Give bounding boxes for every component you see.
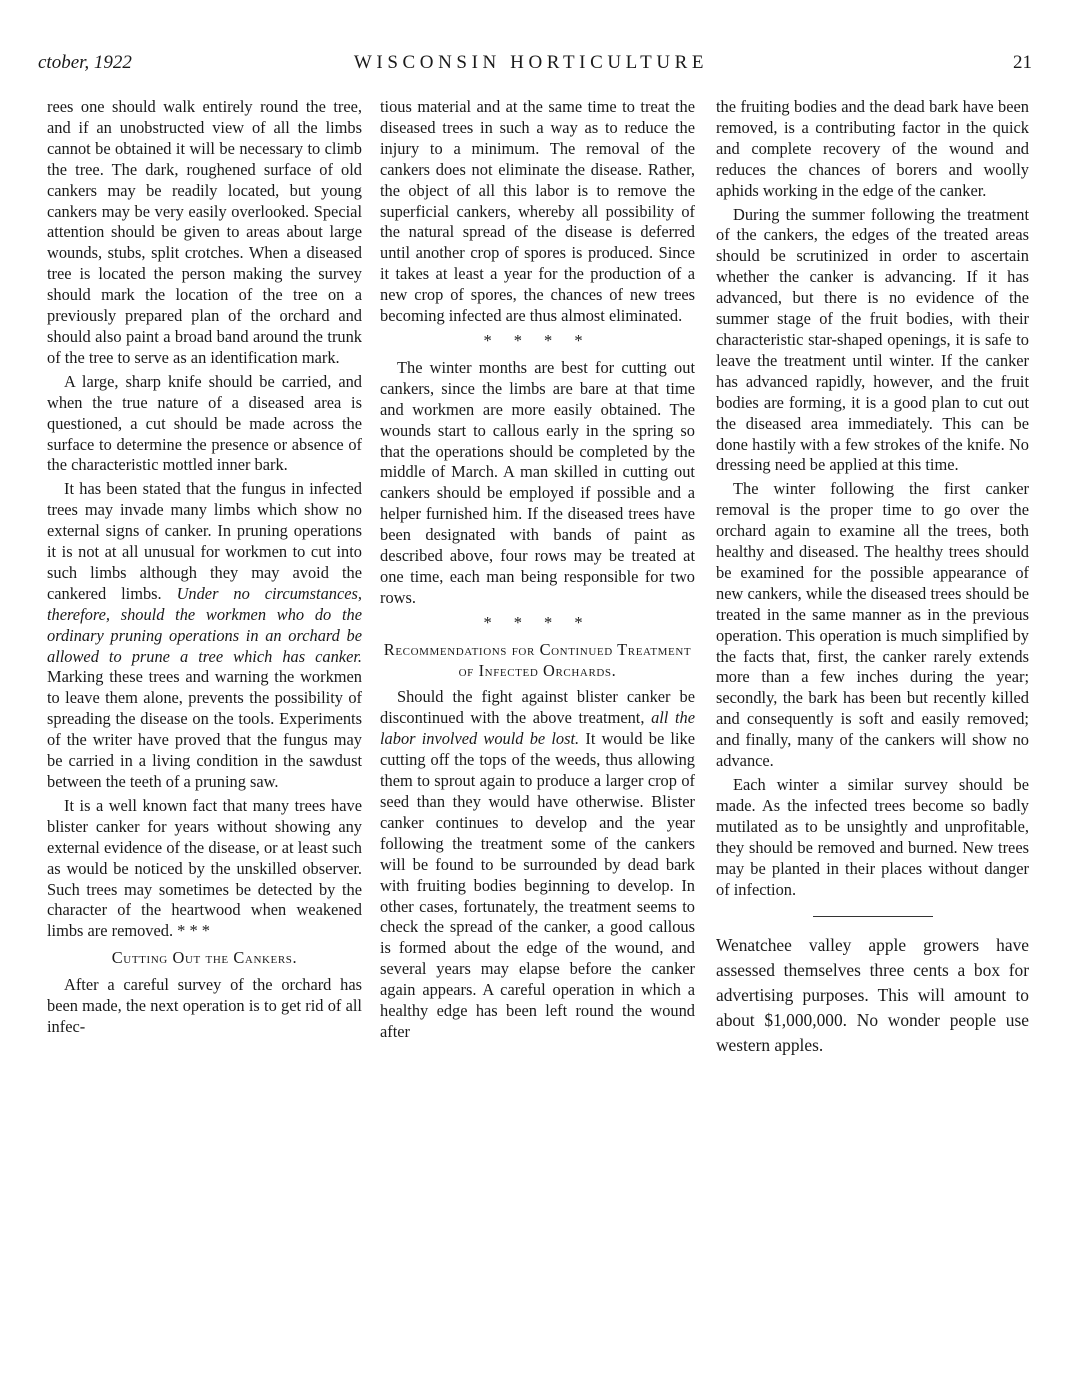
paragraph-text: It would be like cutting off the tops of the weeds, thus allowing them to sprout again to produce a larger crop of seed than they would have otherwise. Blister canker continues to develop and the year following the treatment some of the cankers will be found to be surrounded by dead bark with fruiting bodies beginning to develop. In other cases, fortunately, the treatment seems to check the spread of the canker, a good callous is formed about the edge of the wound, and several years may elapse before the canker again appears. A careful operation in which a healthy edge has been left round the wound after xyxy=(380,729,695,1041)
emphasized-text: all the labor involved would be lost. xyxy=(380,708,695,749)
page-number: 21 xyxy=(1013,52,1032,73)
paragraph: Each winter a similar survey should be made. As the infected trees become so badly mutilated as to be unsightly and unprofitable, they should be removed and burned. New trees may be planted in their places without danger of infection. xyxy=(716,775,1029,899)
section-separator: * * * * xyxy=(483,330,592,350)
issue-date: ctober, 1922 xyxy=(38,52,132,73)
column-3 xyxy=(716,97,1029,1061)
paragraph: The winter following the first canker removal is the proper time to go over the orchard again to examine all the trees, both healthy and diseased. The healthy trees should be examined for the possible appearance of new cankers, while the diseased trees should be treated in the same manner as in the previous operation. This operation is much simplified by the facts that, first, the canker rarely extends more than a few inches during the year; secondly, the bark has been but recently killed and consequently is soft and easily removed; and finally, many of the cankers will show no advance. xyxy=(716,479,1029,771)
paragraph: tious material and at the same time to treat the diseased trees in such a way as to reduce the injury to a minimum. The removal of the cankers does not eliminate the disease. Rather, the object of all this labor is to remove the superficial cankers, whereby all possibility of the natural spread of the disease is deferred until another crop of spores is produced. Since it takes at least a year for the production of a new crop of spores, the chances of new trees becoming infected are thus almost eliminated. xyxy=(380,97,695,326)
paragraph xyxy=(380,687,695,1042)
section-separator: * * * * xyxy=(483,612,592,632)
journal-title: WISCONSIN HORTICULTURE xyxy=(353,52,709,73)
column-2 xyxy=(380,97,695,1046)
paragraph-text: Marking these trees and warning the workmen to leave them alone, prevents the possibility of spreading the disease on the tools. Experiments of the writer have proved that the fungus may be carried in a living condition in the sawdust between the teeth of a pruning saw. xyxy=(47,667,362,791)
paragraph: the fruiting bodies and the dead bark have been removed, is a contributing factor in the quick and complete recovery of the wound and reduces the chances of borers and woolly aphids working in the edge of the canker. xyxy=(716,97,1029,200)
news-note: Wenatchee valley apple growers have assessed themselves three cents a box for advertising purposes. This will amount to about $1,000,000. No wonder people use western apples. xyxy=(716,935,1029,1056)
paragraph xyxy=(47,479,362,793)
paragraph-text: Should the fight against blister canker be discontinued with the above treatment, xyxy=(380,687,695,728)
paragraph: The winter months are best for cutting out cankers, since the limbs are bare at that time and workmen are more easily obtained. The wounds start to callous early in the spring so that the operations should be completed by the middle of March. A man skilled in cutting out cankers should be employed if possible and a helper furnished him. If the diseased trees have been designated with bands of paint as described above, four rows may be treated at one time, each man being responsible for two rows. xyxy=(380,357,695,607)
paragraph: rees one should walk entirely round the tree, and if an unobstructed view of all the limbs cannot be obtained it will be necessary to climb the tree. The dark, roughened surface of old cankers may be readily located, but young cankers may be very easily overlooked. Special attention should be given to areas about large wounds, stubs, split crotches. When a diseased tree is located the person making the survey should mark the location of the tree on a previously prepared plan of the orchard and should also paint a broad band around the trunk of the tree to serve as an identification mark. xyxy=(47,97,362,367)
paragraph: After a careful survey of the orchard has been made, the next operation is to get rid of all infec- xyxy=(47,975,362,1036)
section-heading: Cutting Out the Cankers. xyxy=(111,948,298,968)
paragraph-text: It has been stated that the fungus in infected trees may invade many limbs which show no external signs of canker. In pruning operations it is not at all unusual for workmen to cut into such limbs although they may avoid the cankered limbs. xyxy=(47,479,362,603)
paragraph: It is a well known fact that many trees have blister canker for years without showing any external evidence of the disease, or at least such as would be noticed by the unskilled observer. Such trees may sometimes be detected by the character of the heartwood when weakened limbs are removed. * * * xyxy=(47,795,362,941)
paragraph: A large, sharp knife should be carried, and when the true nature of a diseased area is questioned, a cut should be made across the surface to determine the presence or absence of the characteristic mottled inner bark. xyxy=(47,371,362,475)
column-1 xyxy=(47,97,362,1041)
emphasized-text: Under no circumstances, therefore, should the workmen who do the ordinary pruning operations in an orchard be allowed to prune a tree which has canker. xyxy=(47,583,362,666)
divider xyxy=(813,916,933,917)
paragraph: During the summer following the treatment of the cankers, the edges of the treated areas should be scrutinized in order to ascertain whether the canker is advancing. If it has advanced, but there is no evidence of the summer stage of the fruit bodies, with their characteristic star-shaped openings, it is safe to leave the treatment until winter. If the canker has advanced rapidly, however, and the fruit bodies are forming, it is a good plan to cut out the diseased area immediately. This can be done hastily with a few strokes of the knife. No dressing need be applied at this time. xyxy=(716,204,1029,475)
running-header xyxy=(30,52,1032,78)
section-heading: Recommendations for Continued Treatment of Infected Orchards. xyxy=(383,639,692,680)
